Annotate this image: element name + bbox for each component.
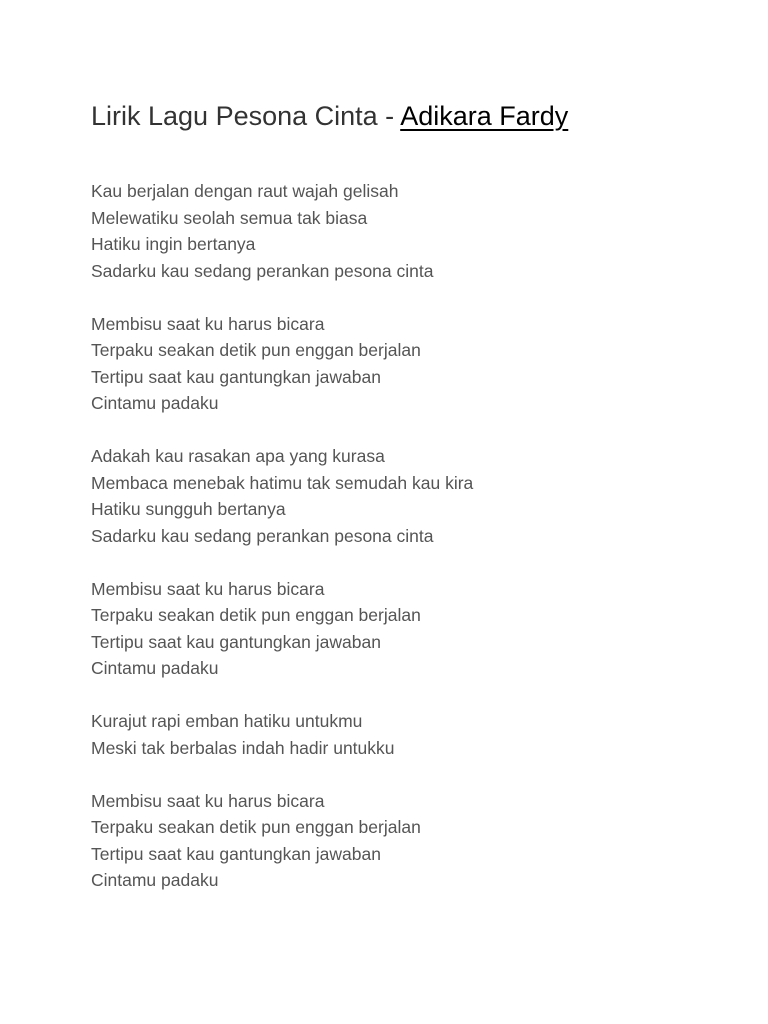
stanza	[91, 708, 731, 761]
lyric-line: Melewatiku seolah semua tak biasa	[91, 207, 368, 228]
lyric-line: Tertipu saat kau gantungkan jawaban	[91, 366, 381, 387]
lyric-line: Sadarku kau sedang perankan pesona cinta	[91, 525, 434, 546]
lyric-line: Cintamu padaku	[91, 870, 219, 890]
lyric-line: Meski tak berbalas indah hadir untukku	[91, 737, 395, 758]
lyrics-body	[91, 178, 731, 894]
lyric-line: Terpaku seakan detik pun enggan berjalan	[91, 340, 421, 360]
document-page	[91, 96, 731, 920]
lyric-line: Terpaku seakan detik pun enggan berjalan	[91, 817, 421, 837]
artist-link[interactable]: Adikara Fardy	[400, 101, 569, 131]
lyric-line: Membisu saat ku harus bicara	[91, 313, 325, 334]
stanza	[91, 178, 731, 284]
lyric-line: Sadarku kau sedang perankan pesona cinta	[91, 260, 434, 281]
lyric-line: Hatiku sungguh bertanya	[91, 499, 286, 519]
lyric-line: Tertipu saat kau gantungkan jawaban	[91, 843, 381, 864]
lyric-line: Cintamu padaku	[91, 658, 219, 678]
lyric-line: Membaca menebak hatimu tak semudah kau kira	[91, 472, 474, 493]
lyric-line: Tertipu saat kau gantungkan jawaban	[91, 631, 381, 652]
stanza	[91, 576, 731, 682]
lyric-line: Membisu saat ku harus bicara	[91, 578, 325, 599]
lyric-line: Membisu saat ku harus bicara	[91, 790, 325, 811]
stanza	[91, 443, 731, 549]
page-title	[91, 96, 731, 136]
lyric-line: Adakah kau rasakan apa yang kurasa	[91, 446, 385, 466]
lyric-line: Kurajut rapi emban hatiku untukmu	[91, 711, 363, 731]
lyric-line: Terpaku seakan detik pun enggan berjalan	[91, 605, 421, 625]
lyric-line: Hatiku ingin bertanya	[91, 234, 256, 254]
title-prefix: Lirik Lagu Pesona Cinta -	[91, 101, 401, 131]
stanza	[91, 788, 731, 894]
stanza	[91, 311, 731, 417]
lyric-line: Cintamu padaku	[91, 393, 219, 413]
lyric-line: Kau berjalan dengan raut wajah gelisah	[91, 181, 399, 201]
